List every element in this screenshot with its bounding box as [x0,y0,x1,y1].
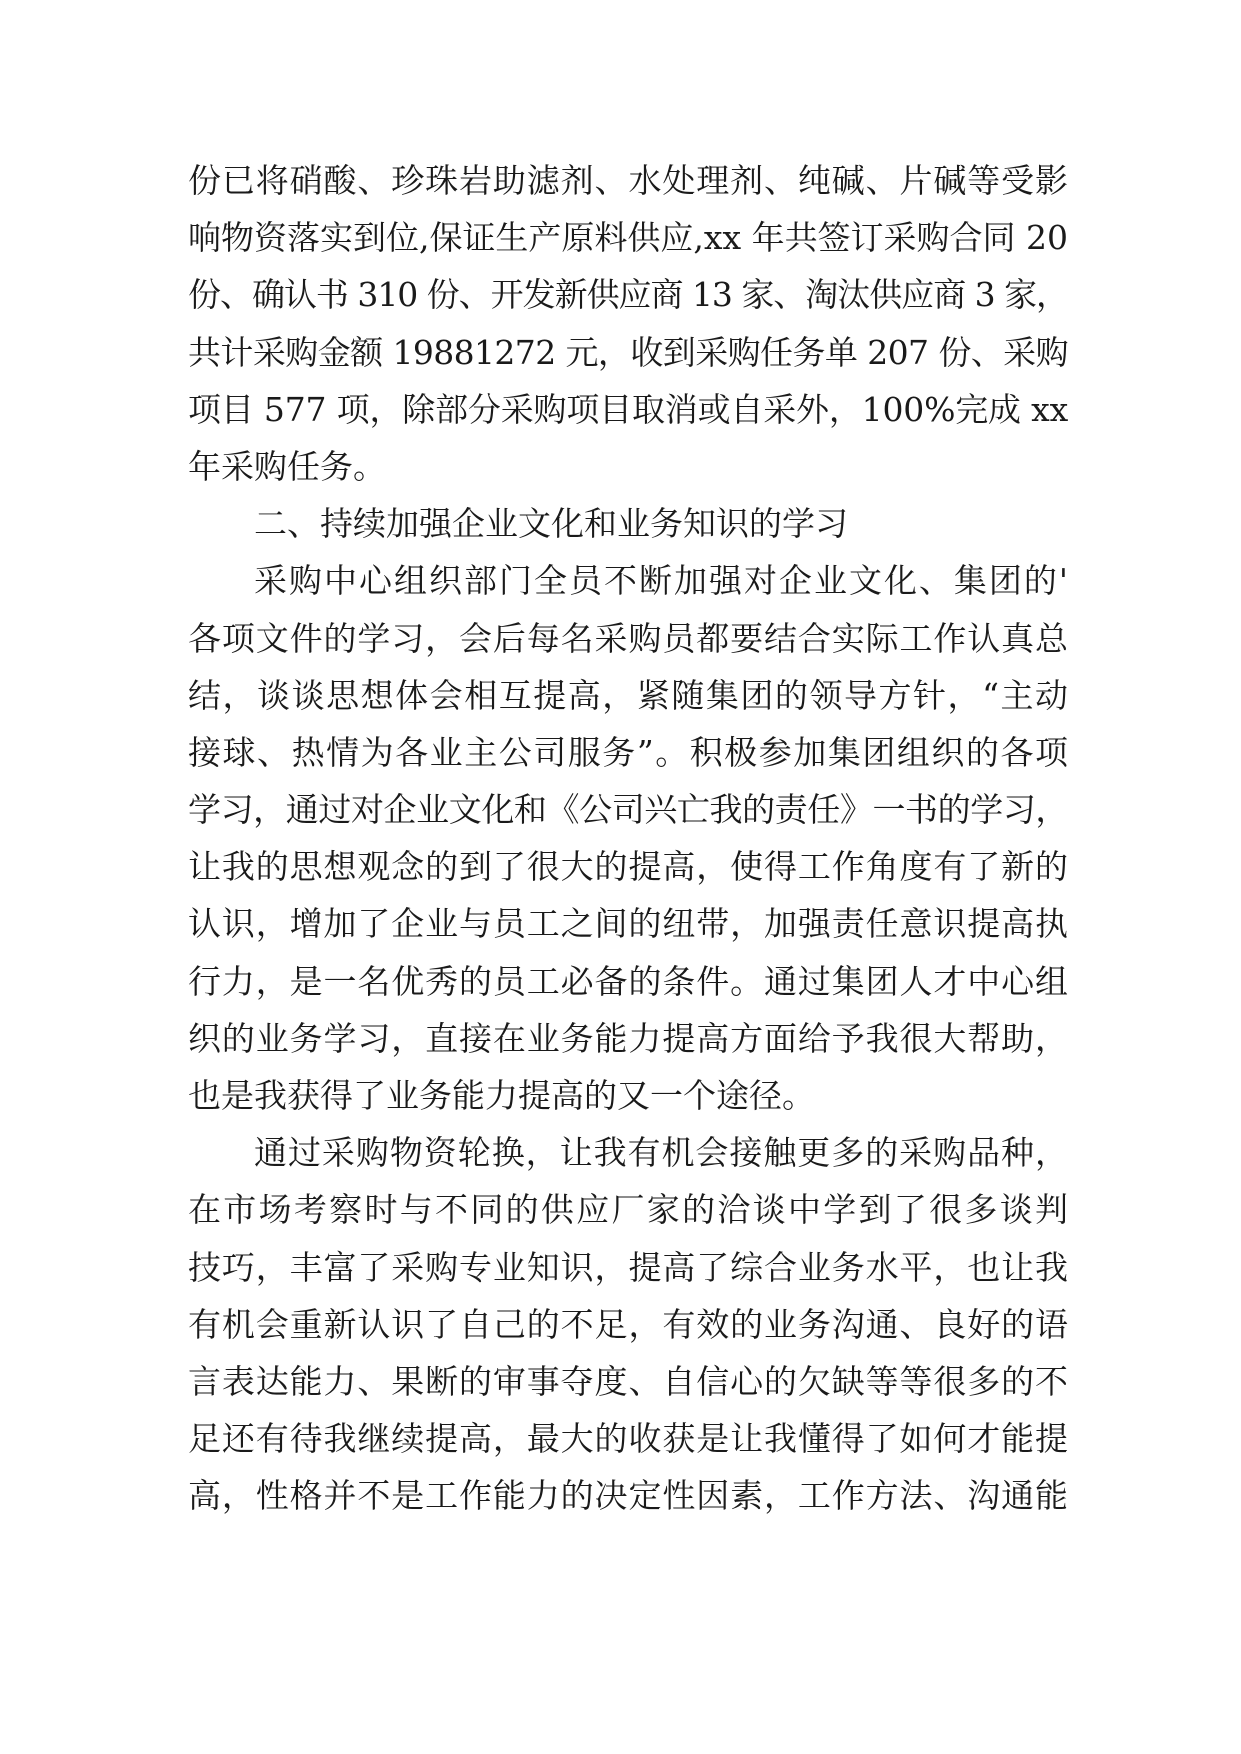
text-line: 项目 577 项，除部分采购项目取消或自采外，100%完成 xx [188,389,1068,429]
text-line: 在市场考察时与不同的供应厂家的洽谈中学到了很多谈判 [188,1190,1068,1230]
text-line: 高，性格并不是工作能力的决定性因素，工作方法、沟通能 [188,1476,1068,1516]
text-line: 足还有待我继续提高，最大的收获是让我懂得了如何才能提 [188,1419,1068,1459]
text-line: 响物资落实到位,保证生产原料供应,xx 年共签订采购合同 20 [188,218,1068,258]
text-line: 学习，通过对企业文化和《公司兴亡我的责任》一书的学习， [188,790,1068,830]
text-line: 份已将硝酸、珍珠岩助滤剂、水处理剂、纯碱、片碱等受影 [188,161,1068,200]
text-line: 共计采购金额 19881272 元，收到采购任务单 207 份、采购 [188,332,1068,372]
text-line: 通过采购物资轮换，让我有机会接触更多的采购品种， [254,1133,1068,1173]
text-line: 织的业务学习，直接在业务能力提高方面给予我很大帮助， [188,1018,1068,1058]
text-line: 各项文件的学习，会后每名采购员都要结合实际工作认真总 [188,618,1068,658]
text-line: 结，谈谈思想体会相互提高，紧随集团的领导方针，“主动 [188,675,1068,715]
text-line: 有机会重新认识了自己的不足，有效的业务沟通、良好的语 [188,1304,1068,1344]
text-line: 份、确认书 310 份、开发新供应商 13 家、淘汰供应商 3 家， [188,275,1068,315]
text-line: 年采购任务。 [188,446,386,486]
text-line: 认识，增加了企业与员工之间的纽带，加强责任意识提高执 [188,904,1068,944]
text-line: 二、持续加强企业文化和业务知识的学习 [254,504,848,544]
text-line: 让我的思想观念的到了很大的提高，使得工作角度有了新的 [188,847,1068,887]
text-line: 采购中心组织部门全员不断加强对企业文化、集团的' [254,561,1068,601]
text-line: 接球、热情为各业主公司服务”。积极参加集团组织的各项 [188,732,1068,772]
text-line: 行力，是一名优秀的员工必备的条件。通过集团人才中心组 [188,961,1068,1001]
text-line: 也是我获得了业务能力提高的又一个途径。 [188,1076,815,1115]
document-body [188,152,1068,1525]
text-line: 技巧，丰富了采购专业知识，提高了综合业务水平，也让我 [188,1247,1068,1287]
text-line: 言表达能力、果断的审事夺度、自信心的欠缺等等很多的不 [188,1361,1068,1401]
